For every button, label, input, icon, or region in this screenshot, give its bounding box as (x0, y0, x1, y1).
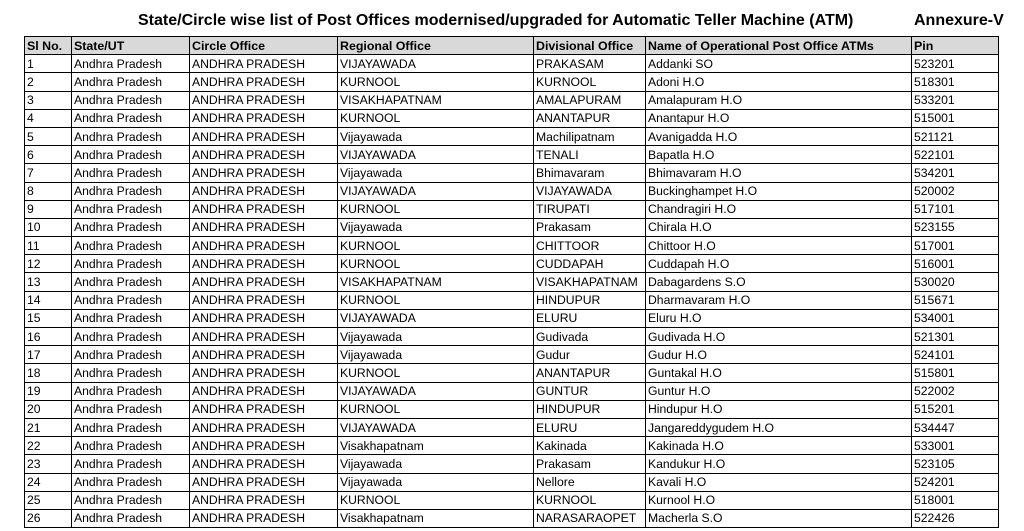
cell-state-ut: Andhra Pradesh (72, 418, 190, 436)
cell-circle-office: ANDHRA PRADESH (190, 237, 338, 255)
cell-divisional-office: TIRUPATI (534, 200, 646, 218)
cell-state-ut: Andhra Pradesh (72, 346, 190, 364)
cell-divisional-office: Gudivada (534, 328, 646, 346)
cell-circle-office: ANDHRA PRADESH (190, 418, 338, 436)
cell-state-ut: Andhra Pradesh (72, 91, 190, 109)
cell-sl-no: 17 (25, 346, 72, 364)
cell-regional-office: Vijayawada (338, 328, 534, 346)
cell-divisional-office: NARASARAOPET (534, 509, 646, 527)
cell-state-ut: Andhra Pradesh (72, 255, 190, 273)
document-header (0, 0, 1024, 36)
cell-divisional-office: ANANTAPUR (534, 364, 646, 382)
cell-regional-office: Vijayawada (338, 455, 534, 473)
table-row (25, 455, 999, 473)
table-row (25, 418, 999, 436)
table-row (25, 382, 999, 400)
cell-sl-no: 15 (25, 309, 72, 327)
cell-pin: 515671 (912, 291, 999, 309)
cell-sl-no: 10 (25, 218, 72, 236)
cell-regional-office: KURNOOL (338, 291, 534, 309)
cell-state-ut: Andhra Pradesh (72, 273, 190, 291)
cell-regional-office: VISAKHAPATNAM (338, 273, 534, 291)
cell-pin: 518301 (912, 73, 999, 91)
cell-circle-office: ANDHRA PRADESH (190, 55, 338, 73)
cell-divisional-office: Machilipatnam (534, 127, 646, 145)
cell-post-office-atm-name: Chirala H.O (646, 218, 912, 236)
cell-circle-office: ANDHRA PRADESH (190, 109, 338, 127)
cell-state-ut: Andhra Pradesh (72, 146, 190, 164)
cell-circle-office: ANDHRA PRADESH (190, 437, 338, 455)
cell-post-office-atm-name: Kavali H.O (646, 473, 912, 491)
cell-regional-office: KURNOOL (338, 400, 534, 418)
cell-post-office-atm-name: Kakinada H.O (646, 437, 912, 455)
table-body (25, 55, 999, 528)
cell-sl-no: 8 (25, 182, 72, 200)
cell-circle-office: ANDHRA PRADESH (190, 346, 338, 364)
column-header-regional-office: Regional Office (338, 37, 534, 55)
cell-circle-office: ANDHRA PRADESH (190, 218, 338, 236)
cell-regional-office: VIJAYAWADA (338, 382, 534, 400)
post-office-atm-table (24, 36, 999, 528)
cell-post-office-atm-name: Bhimavaram H.O (646, 164, 912, 182)
cell-divisional-office: Prakasam (534, 218, 646, 236)
cell-state-ut: Andhra Pradesh (72, 455, 190, 473)
cell-state-ut: Andhra Pradesh (72, 237, 190, 255)
table-row (25, 309, 999, 327)
cell-divisional-office: TENALI (534, 146, 646, 164)
cell-post-office-atm-name: Gudur H.O (646, 346, 912, 364)
table-row (25, 291, 999, 309)
cell-pin: 520002 (912, 182, 999, 200)
cell-regional-office: KURNOOL (338, 364, 534, 382)
cell-divisional-office: PRAKASAM (534, 55, 646, 73)
table-row (25, 109, 999, 127)
table-header-row (25, 37, 999, 55)
cell-state-ut: Andhra Pradesh (72, 309, 190, 327)
table-row (25, 509, 999, 527)
cell-regional-office: VIJAYAWADA (338, 309, 534, 327)
cell-pin: 515001 (912, 109, 999, 127)
cell-divisional-office: KURNOOL (534, 491, 646, 509)
cell-regional-office: KURNOOL (338, 73, 534, 91)
cell-regional-office: KURNOOL (338, 255, 534, 273)
annexure-label: Annexure-V (914, 12, 1004, 29)
cell-state-ut: Andhra Pradesh (72, 364, 190, 382)
cell-sl-no: 16 (25, 328, 72, 346)
cell-regional-office: KURNOOL (338, 109, 534, 127)
cell-regional-office: VIJAYAWADA (338, 146, 534, 164)
cell-pin: 521301 (912, 328, 999, 346)
cell-pin: 518001 (912, 491, 999, 509)
cell-circle-office: ANDHRA PRADESH (190, 164, 338, 182)
cell-sl-no: 14 (25, 291, 72, 309)
cell-sl-no: 23 (25, 455, 72, 473)
cell-regional-office: VIJAYAWADA (338, 55, 534, 73)
cell-divisional-office: Nellore (534, 473, 646, 491)
cell-post-office-atm-name: Bapatla H.O (646, 146, 912, 164)
cell-post-office-atm-name: Macherla S.O (646, 509, 912, 527)
cell-post-office-atm-name: Chandragiri H.O (646, 200, 912, 218)
cell-regional-office: KURNOOL (338, 491, 534, 509)
cell-pin: 515801 (912, 364, 999, 382)
cell-sl-no: 18 (25, 364, 72, 382)
cell-regional-office: Vijayawada (338, 127, 534, 145)
cell-regional-office: Vijayawada (338, 218, 534, 236)
cell-post-office-atm-name: Avanigadda H.O (646, 127, 912, 145)
cell-pin: 522426 (912, 509, 999, 527)
table-row (25, 237, 999, 255)
cell-regional-office: Vijayawada (338, 473, 534, 491)
cell-post-office-atm-name: Eluru H.O (646, 309, 912, 327)
cell-pin: 534447 (912, 418, 999, 436)
cell-sl-no: 22 (25, 437, 72, 455)
cell-pin: 523155 (912, 218, 999, 236)
cell-circle-office: ANDHRA PRADESH (190, 127, 338, 145)
cell-state-ut: Andhra Pradesh (72, 182, 190, 200)
cell-pin: 523201 (912, 55, 999, 73)
cell-sl-no: 12 (25, 255, 72, 273)
cell-pin: 524101 (912, 346, 999, 364)
cell-circle-office: ANDHRA PRADESH (190, 91, 338, 109)
cell-divisional-office: ELURU (534, 418, 646, 436)
cell-sl-no: 24 (25, 473, 72, 491)
cell-circle-office: ANDHRA PRADESH (190, 382, 338, 400)
cell-sl-no: 25 (25, 491, 72, 509)
cell-state-ut: Andhra Pradesh (72, 73, 190, 91)
cell-circle-office: ANDHRA PRADESH (190, 491, 338, 509)
cell-sl-no: 13 (25, 273, 72, 291)
cell-regional-office: KURNOOL (338, 200, 534, 218)
cell-divisional-office: Prakasam (534, 455, 646, 473)
cell-divisional-office: CHITTOOR (534, 237, 646, 255)
cell-pin: 522002 (912, 382, 999, 400)
cell-post-office-atm-name: Cuddapah H.O (646, 255, 912, 273)
cell-state-ut: Andhra Pradesh (72, 328, 190, 346)
cell-post-office-atm-name: Amalapuram H.O (646, 91, 912, 109)
cell-regional-office: Visakhapatnam (338, 509, 534, 527)
cell-state-ut: Andhra Pradesh (72, 200, 190, 218)
table-row (25, 273, 999, 291)
cell-circle-office: ANDHRA PRADESH (190, 146, 338, 164)
cell-circle-office: ANDHRA PRADESH (190, 309, 338, 327)
table-row (25, 127, 999, 145)
cell-regional-office: VIJAYAWADA (338, 182, 534, 200)
cell-state-ut: Andhra Pradesh (72, 218, 190, 236)
table-row (25, 400, 999, 418)
cell-post-office-atm-name: Buckinghampet H.O (646, 182, 912, 200)
cell-divisional-office: AMALAPURAM (534, 91, 646, 109)
cell-post-office-atm-name: Adoni H.O (646, 73, 912, 91)
table-row (25, 146, 999, 164)
cell-divisional-office: Gudur (534, 346, 646, 364)
table-row (25, 437, 999, 455)
table-row (25, 218, 999, 236)
cell-pin: 523105 (912, 455, 999, 473)
cell-divisional-office: Bhimavaram (534, 164, 646, 182)
cell-pin: 517101 (912, 200, 999, 218)
table-row (25, 200, 999, 218)
column-header-post-office-atm-name: Name of Operational Post Office ATMs (646, 37, 912, 55)
cell-divisional-office: ANANTAPUR (534, 109, 646, 127)
cell-circle-office: ANDHRA PRADESH (190, 473, 338, 491)
table-row (25, 55, 999, 73)
table-row (25, 73, 999, 91)
cell-circle-office: ANDHRA PRADESH (190, 364, 338, 382)
table-row (25, 346, 999, 364)
column-header-pin: Pin (912, 37, 999, 55)
cell-divisional-office: ELURU (534, 309, 646, 327)
cell-regional-office: Vijayawada (338, 164, 534, 182)
cell-sl-no: 26 (25, 509, 72, 527)
cell-regional-office: VISAKHAPATNAM (338, 91, 534, 109)
cell-pin: 516001 (912, 255, 999, 273)
cell-divisional-office: GUNTUR (534, 382, 646, 400)
cell-sl-no: 20 (25, 400, 72, 418)
cell-state-ut: Andhra Pradesh (72, 127, 190, 145)
cell-circle-office: ANDHRA PRADESH (190, 400, 338, 418)
cell-circle-office: ANDHRA PRADESH (190, 73, 338, 91)
cell-circle-office: ANDHRA PRADESH (190, 200, 338, 218)
cell-pin: 533001 (912, 437, 999, 455)
cell-post-office-atm-name: Addanki SO (646, 55, 912, 73)
cell-post-office-atm-name: Hindupur H.O (646, 400, 912, 418)
cell-pin: 534001 (912, 309, 999, 327)
cell-sl-no: 4 (25, 109, 72, 127)
cell-circle-office: ANDHRA PRADESH (190, 273, 338, 291)
cell-regional-office: VIJAYAWADA (338, 418, 534, 436)
cell-regional-office: KURNOOL (338, 237, 534, 255)
cell-post-office-atm-name: Guntakal H.O (646, 364, 912, 382)
cell-sl-no: 21 (25, 418, 72, 436)
cell-sl-no: 6 (25, 146, 72, 164)
cell-divisional-office: Kakinada (534, 437, 646, 455)
cell-divisional-office: VISAKHAPATNAM (534, 273, 646, 291)
cell-state-ut: Andhra Pradesh (72, 109, 190, 127)
cell-sl-no: 9 (25, 200, 72, 218)
column-header-state-ut: State/UT (72, 37, 190, 55)
cell-state-ut: Andhra Pradesh (72, 491, 190, 509)
cell-regional-office: Vijayawada (338, 346, 534, 364)
cell-post-office-atm-name: Guntur H.O (646, 382, 912, 400)
cell-divisional-office: CUDDAPAH (534, 255, 646, 273)
cell-post-office-atm-name: Dabagardens S.O (646, 273, 912, 291)
cell-circle-office: ANDHRA PRADESH (190, 291, 338, 309)
cell-state-ut: Andhra Pradesh (72, 473, 190, 491)
table-row (25, 328, 999, 346)
cell-divisional-office: HINDUPUR (534, 291, 646, 309)
cell-divisional-office: KURNOOL (534, 73, 646, 91)
cell-pin: 530020 (912, 273, 999, 291)
cell-post-office-atm-name: Chittoor H.O (646, 237, 912, 255)
cell-state-ut: Andhra Pradesh (72, 164, 190, 182)
cell-sl-no: 19 (25, 382, 72, 400)
cell-pin: 522101 (912, 146, 999, 164)
table-row (25, 255, 999, 273)
cell-regional-office: Visakhapatnam (338, 437, 534, 455)
table-row (25, 164, 999, 182)
table-row (25, 491, 999, 509)
cell-post-office-atm-name: Gudivada H.O (646, 328, 912, 346)
table-row (25, 473, 999, 491)
cell-pin: 521121 (912, 127, 999, 145)
cell-sl-no: 5 (25, 127, 72, 145)
column-header-divisional-office: Divisional Office (534, 37, 646, 55)
cell-pin: 524201 (912, 473, 999, 491)
cell-state-ut: Andhra Pradesh (72, 382, 190, 400)
cell-sl-no: 11 (25, 237, 72, 255)
cell-post-office-atm-name: Jangareddygudem H.O (646, 418, 912, 436)
column-header-sl-no: Sl No. (25, 37, 72, 55)
cell-state-ut: Andhra Pradesh (72, 55, 190, 73)
cell-pin: 517001 (912, 237, 999, 255)
cell-post-office-atm-name: Kandukur H.O (646, 455, 912, 473)
cell-sl-no: 3 (25, 91, 72, 109)
cell-sl-no: 2 (25, 73, 72, 91)
cell-circle-office: ANDHRA PRADESH (190, 455, 338, 473)
table-row (25, 364, 999, 382)
cell-circle-office: ANDHRA PRADESH (190, 328, 338, 346)
cell-state-ut: Andhra Pradesh (72, 291, 190, 309)
cell-circle-office: ANDHRA PRADESH (190, 182, 338, 200)
table-row (25, 182, 999, 200)
cell-divisional-office: HINDUPUR (534, 400, 646, 418)
cell-state-ut: Andhra Pradesh (72, 437, 190, 455)
cell-post-office-atm-name: Kurnool H.O (646, 491, 912, 509)
table-row (25, 91, 999, 109)
cell-state-ut: Andhra Pradesh (72, 509, 190, 527)
cell-divisional-office: VIJAYAWADA (534, 182, 646, 200)
cell-pin: 533201 (912, 91, 999, 109)
cell-sl-no: 7 (25, 164, 72, 182)
document-title: State/Circle wise list of Post Offices modernised/upgraded for Automatic Teller Machine (ATM) (138, 12, 854, 29)
cell-post-office-atm-name: Dharmavaram H.O (646, 291, 912, 309)
cell-sl-no: 1 (25, 55, 72, 73)
cell-circle-office: ANDHRA PRADESH (190, 255, 338, 273)
cell-post-office-atm-name: Anantapur H.O (646, 109, 912, 127)
cell-pin: 515201 (912, 400, 999, 418)
cell-state-ut: Andhra Pradesh (72, 400, 190, 418)
cell-pin: 534201 (912, 164, 999, 182)
column-header-circle-office: Circle Office (190, 37, 338, 55)
cell-circle-office: ANDHRA PRADESH (190, 509, 338, 527)
